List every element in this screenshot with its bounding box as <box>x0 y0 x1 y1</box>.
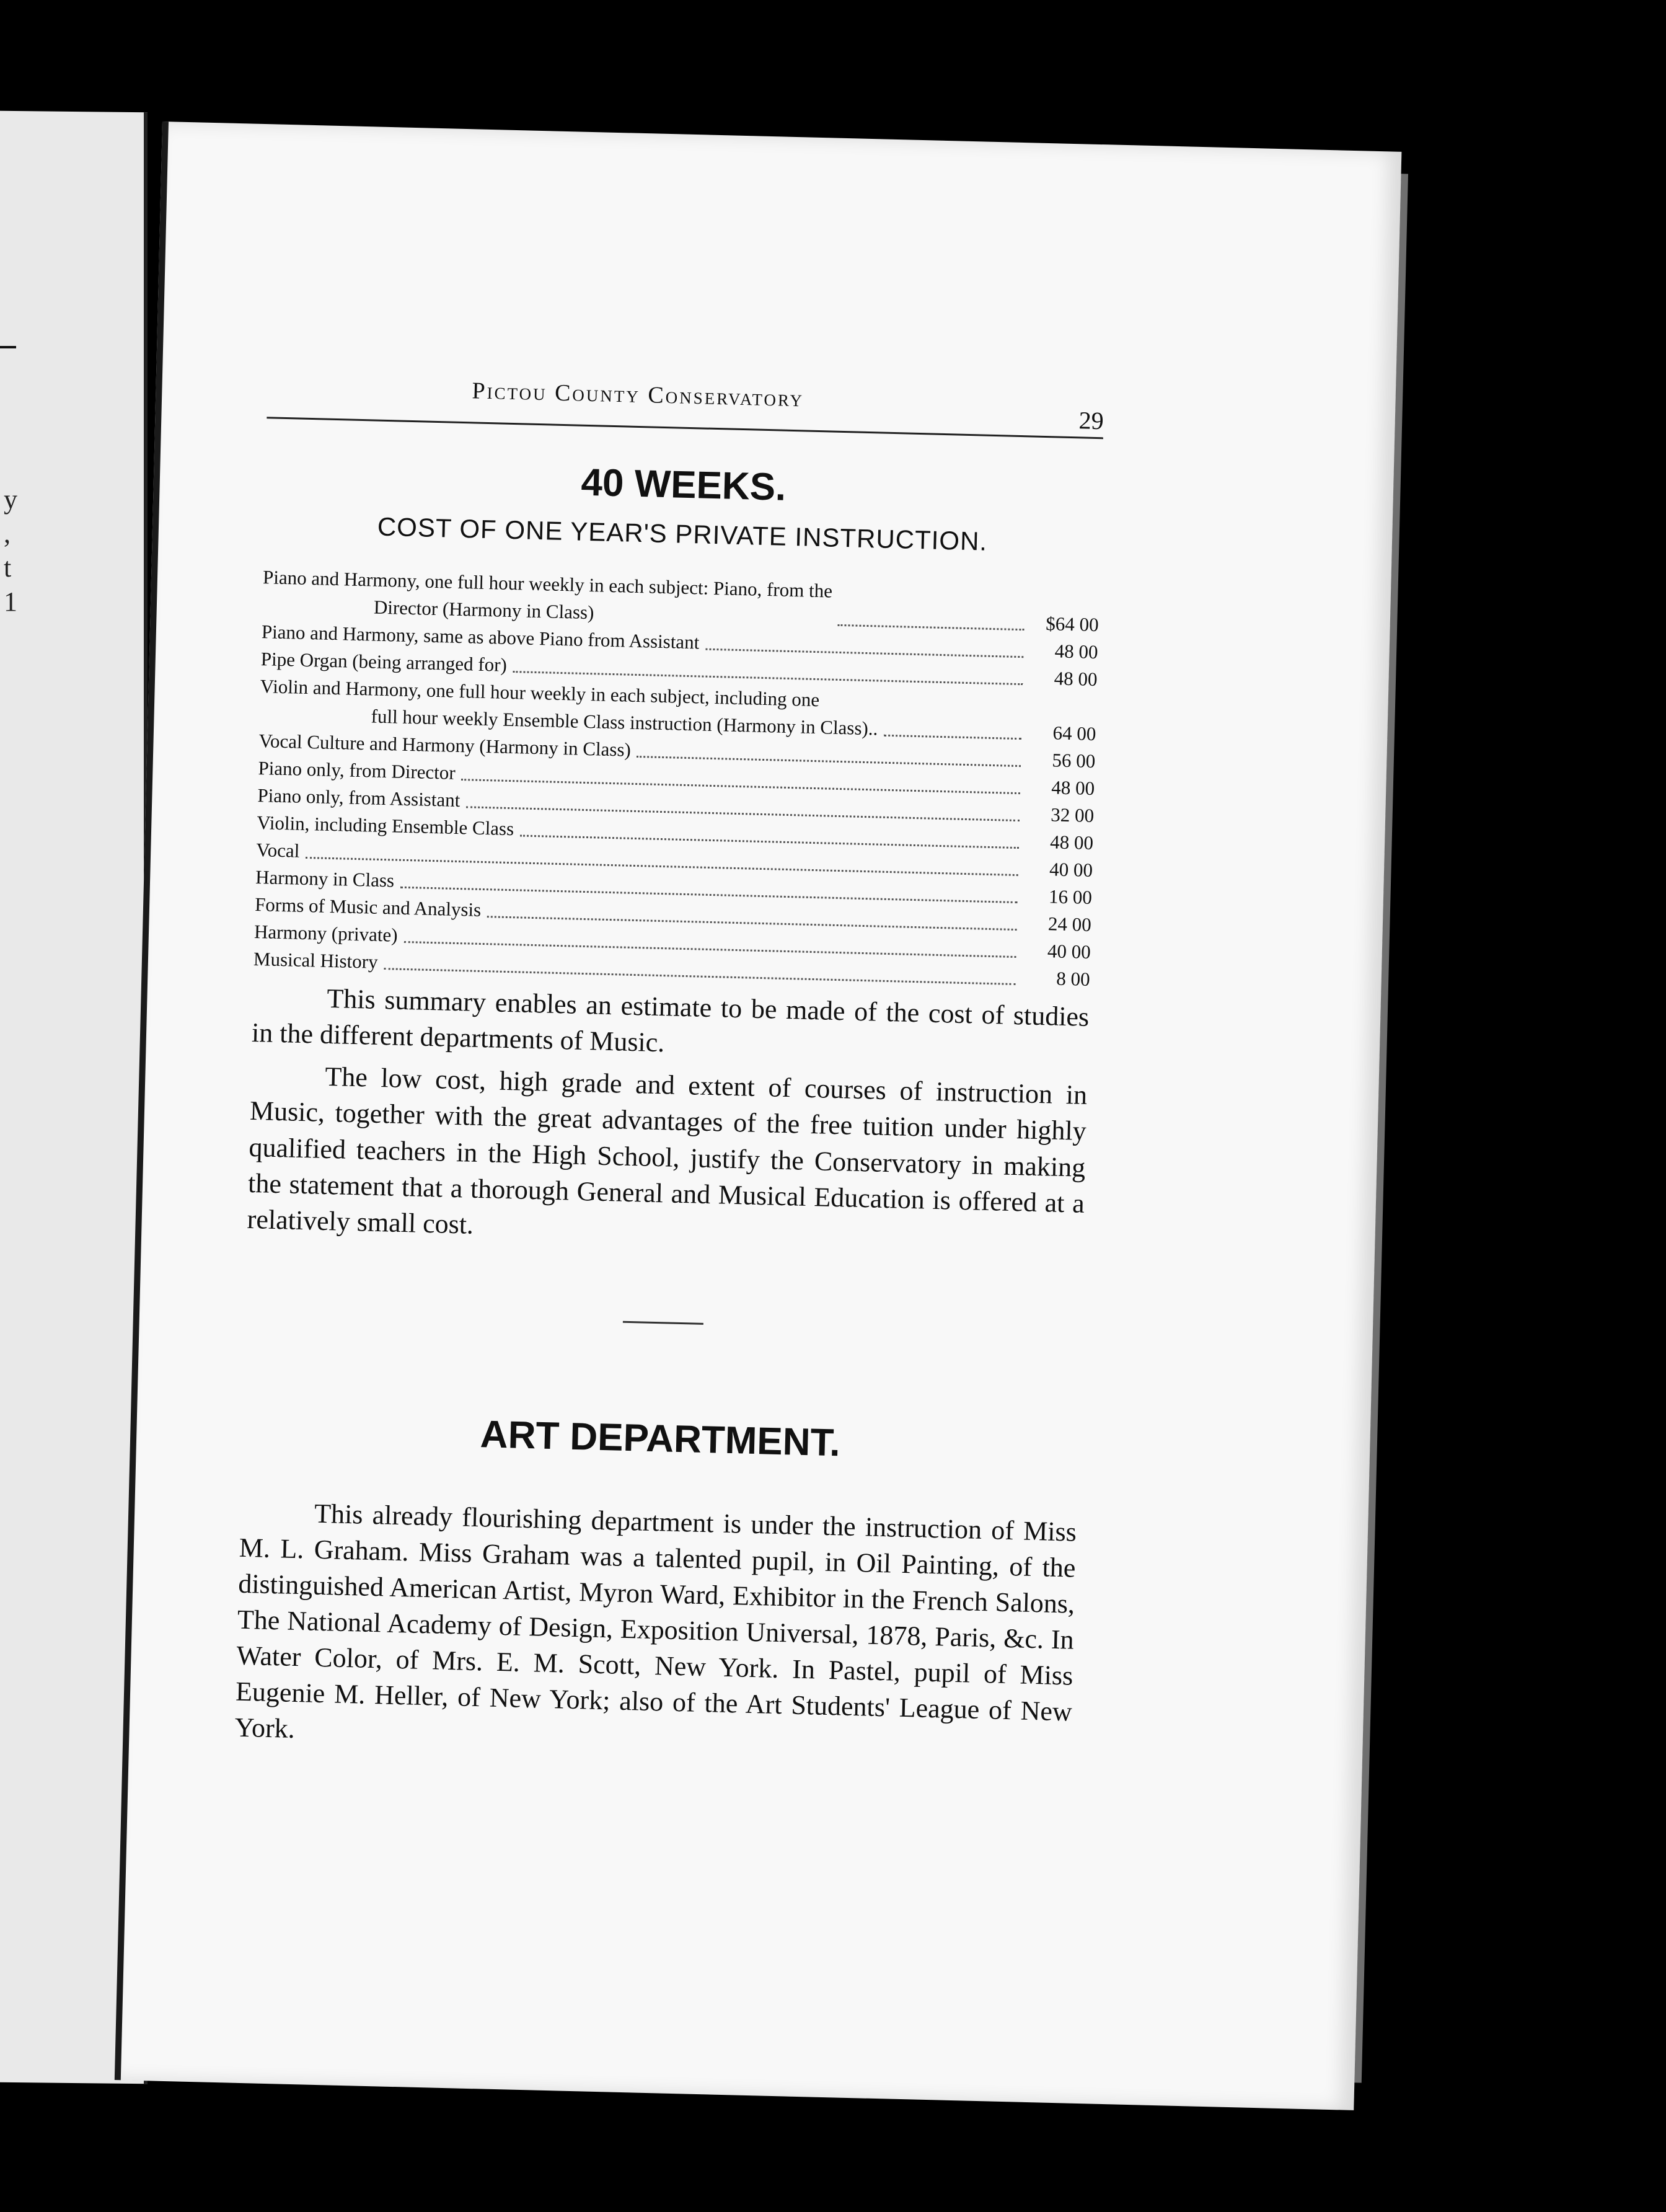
running-head <box>267 372 1104 448</box>
price-item-text: Violin, including Ensemble Class <box>256 812 514 840</box>
price-item-amount: 32 00 <box>1050 803 1095 827</box>
section-title-weeks: 40 WEEKS. <box>580 461 787 509</box>
section-title-art: ART DEPARTMENT. <box>480 1412 841 1465</box>
dot-leader <box>884 735 1021 740</box>
left-page-fragment: y <box>4 484 17 515</box>
price-item-text-continued: Director (Harmony in Class) <box>373 596 594 624</box>
price-item-amount: 56 00 <box>1052 749 1096 772</box>
left-page-rule <box>0 346 16 348</box>
price-item-amount: 48 00 <box>1054 640 1098 663</box>
section-subtitle-cost: COST OF ONE YEAR'S PRIVATE INSTRUCTION. <box>377 511 988 556</box>
price-item-label <box>256 836 300 865</box>
price-item-text: Piano only, from Director <box>258 757 456 784</box>
left-page-fragment: t <box>4 552 12 583</box>
price-item-text: Violin and Harmony, one full hour weekly in each subject, including one <box>260 675 820 711</box>
page-content <box>234 372 1104 1766</box>
price-item-label <box>255 864 395 894</box>
price-item-amount: $64 00 <box>1045 613 1100 636</box>
price-item-text-continued: full hour weekly Ensemble Class instruction (Harmony in Class).. <box>371 705 878 740</box>
price-list <box>253 564 1100 993</box>
price-item-text: Vocal Culture and Harmony (Harmony in Class) <box>258 730 632 761</box>
art-paragraph: This already flourishing department is under the instruction of Miss M. L. Graham. Miss Graham was a talented pupil, in Oil Painting, of the distinguished American Artist, Myron Ward, Exhibitor in the French Salons, The National Academy of Design, Exposition Universal, 1878, Paris, &c. In Water Color, of Mrs. E. M. Scott, New York. In Pastel, pupil of Miss Eugenie M. Heller, of New York; also of the Art Students' League of New York. <box>234 1498 1077 1745</box>
header-rule <box>267 417 1103 439</box>
price-item-text: Harmony (private) <box>253 921 399 946</box>
price-item-text: Forms of Music and Analysis <box>254 893 482 921</box>
dot-leader <box>838 624 1025 630</box>
cost-paragraph: The low cost, high grade and extent of courses of instruction in Music, together with the great advantages of the free tuition under highly qualified teachers in the High School, justify the Conservatory in making the statement that a thorough General and Musical Education is offered at a relatively small cost. <box>247 1061 1088 1240</box>
price-item-text: Vocal <box>255 839 300 862</box>
dot-leader <box>384 968 1015 985</box>
section-divider <box>623 1321 703 1325</box>
price-item-amount: 40 00 <box>1049 858 1093 882</box>
price-item-text: Piano and Harmony, one full hour weekly in each subject: Piano, from the <box>262 566 833 602</box>
price-item-text: Harmony in Class <box>255 866 395 891</box>
book-page <box>115 122 1402 2110</box>
dot-leader <box>705 648 1023 658</box>
price-item-amount: 8 00 <box>1056 967 1091 991</box>
price-item-text: Piano only, from Assistant <box>257 784 461 812</box>
price-item-amount: 48 00 <box>1051 776 1095 800</box>
price-item-amount: 24 00 <box>1047 913 1092 936</box>
price-item-amount: 16 00 <box>1048 885 1093 909</box>
price-item-label <box>258 754 456 787</box>
price-item-label <box>253 945 378 976</box>
price-item-label <box>254 918 399 949</box>
price-item-amount: 48 00 <box>1054 667 1098 691</box>
price-item-amount: 48 00 <box>1049 831 1094 854</box>
page-number: 29 <box>1078 406 1104 435</box>
running-title: Pictou County Conservatory <box>472 378 804 412</box>
price-item-amount: 40 00 <box>1047 940 1091 963</box>
price-item-amount: 64 00 <box>1052 722 1096 745</box>
price-item-label <box>257 782 461 814</box>
left-page-fragment: 1 <box>4 586 17 617</box>
summary-paragraph: This summary enables an estimate to be made of the cost of studies in the different departments of Music. <box>251 983 1090 1058</box>
price-item-text: Piano and Harmony, same as above Piano from Assistant <box>261 621 700 653</box>
left-page-fragment: , <box>4 518 11 549</box>
price-item-text: Musical History <box>253 948 379 973</box>
price-item-text: Pipe Organ (being arranged for) <box>260 648 508 676</box>
